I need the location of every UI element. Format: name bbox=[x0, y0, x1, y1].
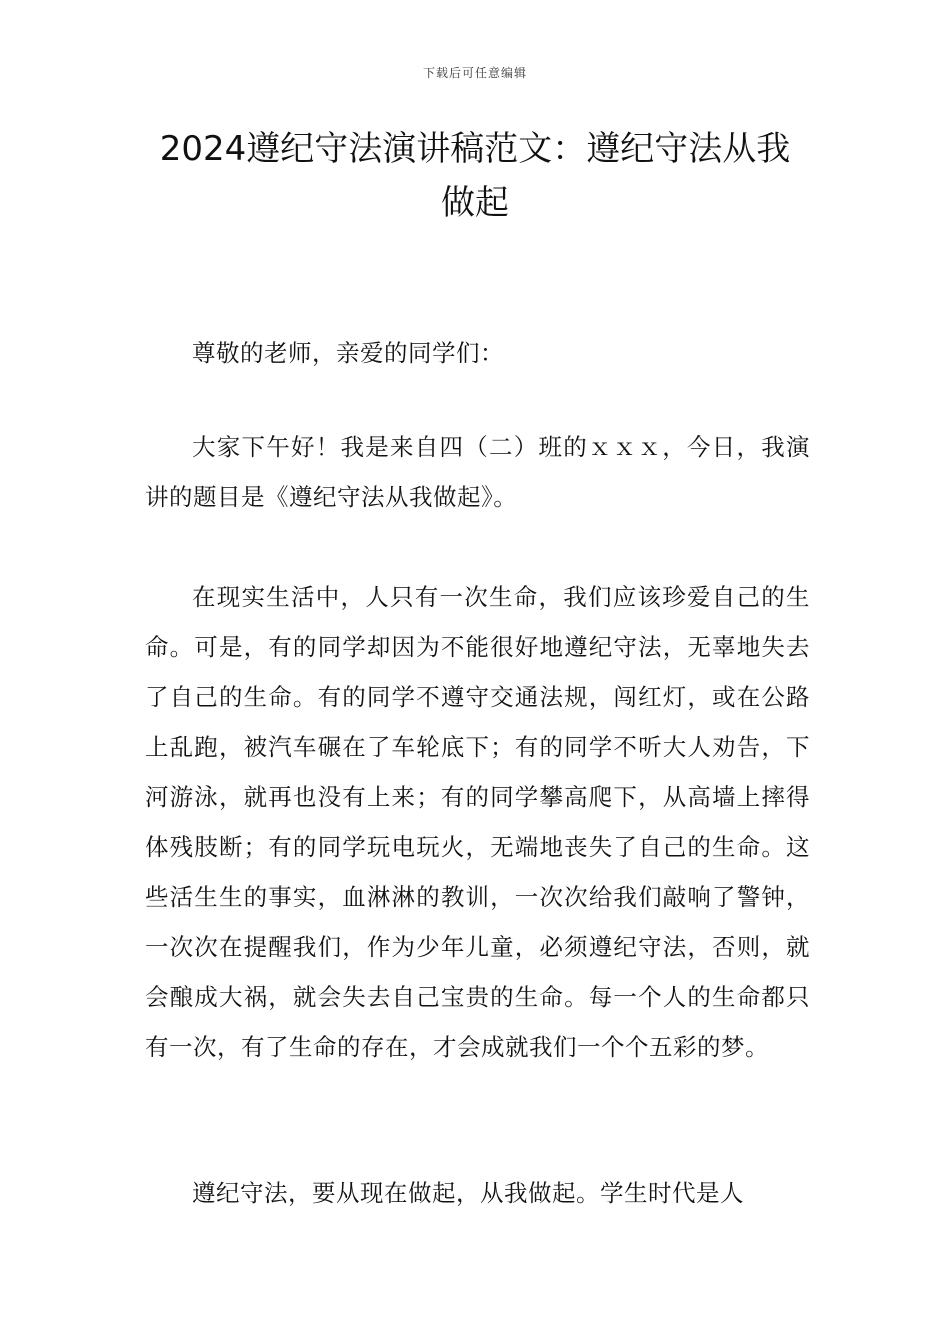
paragraph-main: 在现实生活中，人只有一次生命，我们应该珍爱自己的生命。可是，有的同学却因为不能很好地遵纪守法，无辜地失去了自己的生命。有的同学不遵守交通法规，闯红灯，或在公路上乱跑，被汽车碾在了车轮底下；有的同学不听大人劝告，下河游泳，就再也没有上来；有的同学攀高爬下，从高墙上摔得体残肢断；有的同学玩电玩火，无端地丧失了自己的生命。这些活生生的事实，血淋淋的教训，一次次给我们敲响了警钟，一次次在提醒我们，作为少年儿童，必须遵纪守法，否则，就会酿成大祸，就会失去自己宝贵的生命。每一个人的生命都只有一次，有了生命的存在，才会成就我们一个个五彩的梦。 bbox=[145, 583, 810, 1061]
paragraph-greeting: 尊敬的老师，亲爱的同学们： bbox=[192, 339, 504, 367]
document-title: 2024遵纪守法演讲稿范文：遵纪守法从我做起 bbox=[159, 129, 791, 223]
header-note: 下载后可任意编辑 bbox=[422, 66, 527, 80]
paragraph-intro: 大家下午好！我是来自四（二）班的ｘｘｘ，今日，我演讲的题目是《遵纪守法从我做起》。 bbox=[145, 433, 810, 511]
paragraph-last: 遵纪守法，要从现在做起，从我做起。学生时代是人 bbox=[192, 1179, 744, 1207]
